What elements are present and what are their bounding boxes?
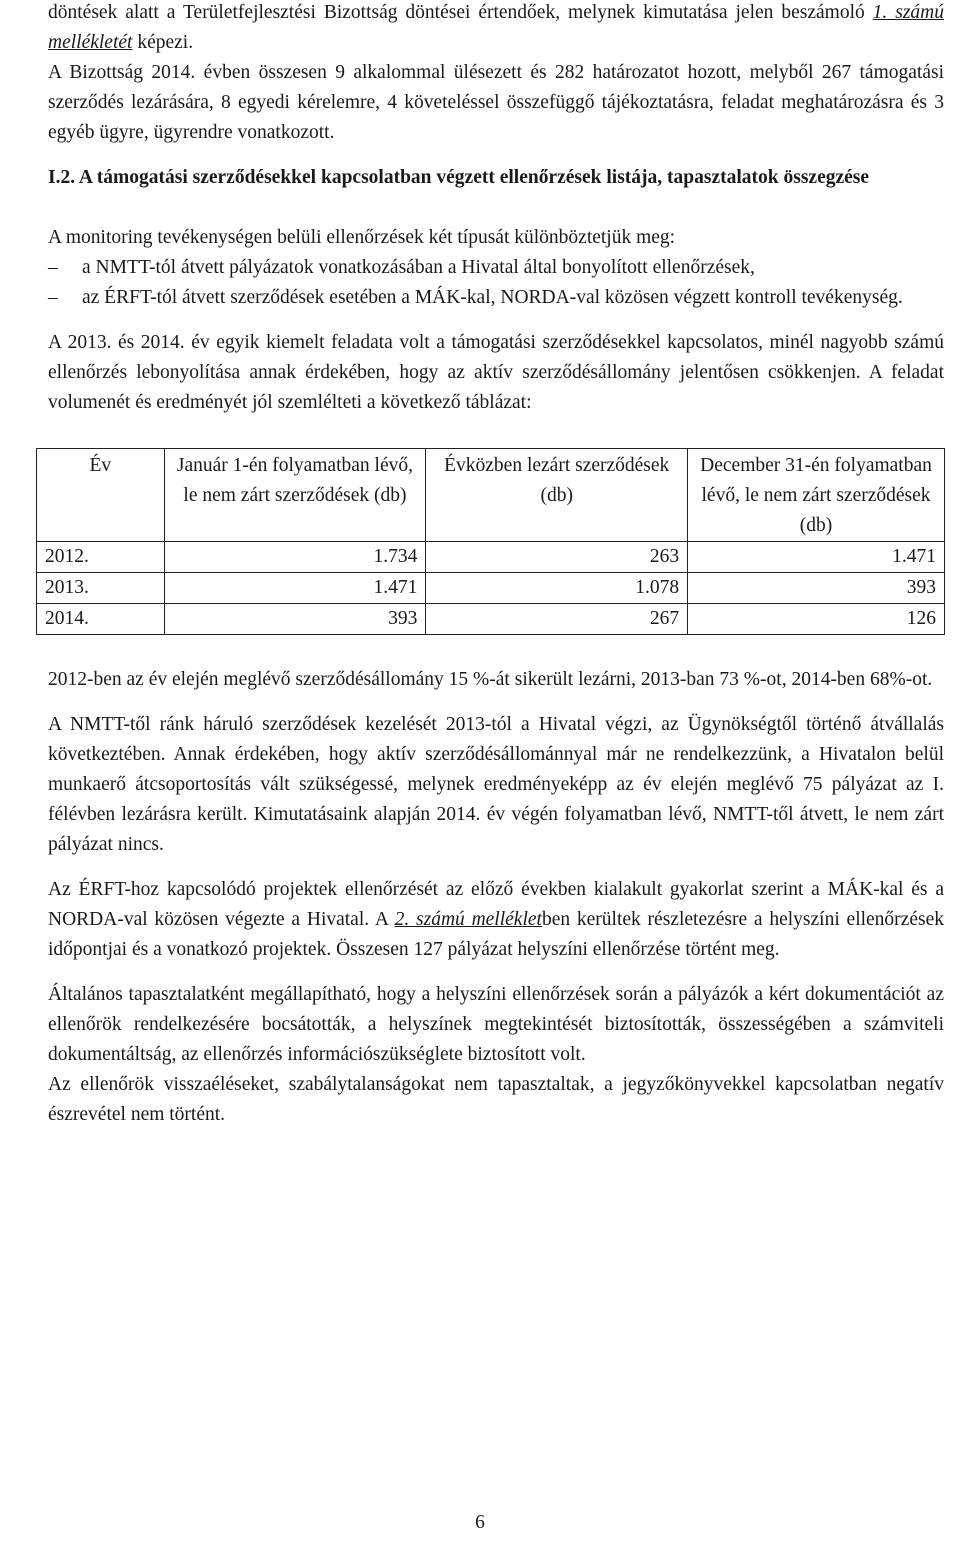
header-open-dec: December 31-én folyamatban lévő, le nem zárt szerződések (db) [688,449,945,542]
cell-year: 2012. [37,542,165,573]
dash-bullet-icon: – [48,287,58,308]
erft-paragraph [48,875,944,965]
table-intro-paragraph: A 2013. és 2014. év egyik kiemelt feladata volt a támogatási szerződésekkel kapcsolatos, minél nagyobb számú ellenőrzés lebonyolítása annak érdekében, hogy az aktív szerződésállomány jelentősen csökkenjen. A feladat volumenét és eredményét jól szemlélteti a következő táblázat: [48,332,944,413]
cell-open-jan: 393 [164,604,426,635]
erft-text-end: ben kerültek részletezésre a helyszíni ellenőrzések időpontjai és a vonatkozó projektek. Összesen 127 pályázat helyszíni ellenőrzése történt meg. [48,909,944,960]
list-item-text: a NMTT-tól átvett pályázatok vonatkozásában a Hivatal által bonyolított ellenőrzések, [82,257,755,278]
cell-open-jan: 1.734 [164,542,426,573]
dash-bullet-icon: – [48,257,58,278]
contracts-table [36,448,945,635]
header-open-jan: Január 1-én folyamatban lévő, le nem zárt szerződések (db) [164,449,426,542]
intro-paragraph-1 [48,0,944,58]
document-page [45,0,944,1130]
list-item [48,253,944,283]
closure-rate-paragraph: 2012-ben az év elején meglévő szerződésállomány 15 %-át sikerült lezárni, 2013-ban 73 %-ot, 2014-ben 68%-ot. [48,669,933,690]
monitoring-lead: A monitoring tevékenységen belüli ellenőrzések két típusát különböztetjük meg: [48,227,676,248]
intro-text: döntések alatt a Területfejlesztési Bizottság döntései értendőek, melynek kimutatása jelen beszámoló [48,2,873,23]
page-number: 6 [475,1512,485,1533]
table-row [37,573,945,604]
cell-open-dec: 393 [688,573,945,604]
experience-paragraph: Általános tapasztalatként megállapítható, hogy a helyszíni ellenőrzések során a pályázók a kért dokumentációt az ellenőrök rendelkezésére bocsátották, a helyszínek megtekintését biztosították, összességében a számviteli dokumentáltság, az ellenőrzés információszükséglete biztosított volt. [48,984,944,1065]
table-row [37,542,945,573]
cell-open-dec: 126 [688,604,945,635]
cell-closed: 267 [426,604,688,635]
cell-open-dec: 1.471 [688,542,945,573]
table-header-row [37,449,945,542]
cell-year: 2014. [37,604,165,635]
list-item-text: az ÉRFT-tól átvett szerződések esetében a MÁK-kal, NORDA-val közösen végzett kontroll tevékenység. [82,287,903,308]
conclusion-paragraph: Az ellenőrök visszaéléseket, szabálytalanságokat nem tapasztaltak, a jegyzőkönyvekkel kapcsolatban negatív észrevétel nem történt. [48,1074,944,1125]
section-heading: I.2. A támogatási szerződésekkel kapcsolatban végzett ellenőrzések listája, tapasztalatok összegzése [48,167,870,188]
header-year: Év [37,449,165,542]
cell-closed: 1.078 [426,573,688,604]
check-types-list [48,253,944,313]
cell-year: 2013. [37,573,165,604]
annex-1-link[interactable]: 1. számú mellékletét [48,2,944,53]
erft-text: Az ÉRFT-hoz kapcsolódó projektek ellenőrzését az előző években kialakult gyakorlat szerint a MÁK-kal és a NORDA-val közösen végezte a Hivatal. A [48,879,944,930]
header-closed-year: Évközben lezárt szerződések (db) [426,449,688,542]
intro-text-end: képezi. [132,32,194,53]
nmtt-paragraph: A NMTT-től ránk háruló szerződések kezelését 2013-tól a Hivatal végzi, az Ügynökségtől történő átvállalás következtében. Annak érdekében, hogy aktív szerződésállománnyal már ne rendelkezzünk, a Hivatalon belül munkaerő átcsoportosítás vált szükségessé, melynek eredményeképp az év elején meglévő 75 pályázat az I. félévben lezárásra került. Kimutatásaink alapján 2014. év végén folyamatban lévő, NMTT-től átvett, le nem zárt pályázat nincs. [48,714,944,855]
list-item [48,283,944,313]
table-row [37,604,945,635]
cell-closed: 263 [426,542,688,573]
cell-open-jan: 1.471 [164,573,426,604]
annex-2-link[interactable]: 2. számú melléklet [394,909,542,930]
committee-paragraph: A Bizottság 2014. évben összesen 9 alkalommal ülésezett és 282 határozatot hozott, melyből 267 támogatási szerződés lezárására, 8 egyedi kérelemre, 4 követeléssel összefüggő tájékoztatásra, feladat meghatározásra és 3 egyéb ügyre, ügyrendre vonatkozott. [48,62,944,143]
